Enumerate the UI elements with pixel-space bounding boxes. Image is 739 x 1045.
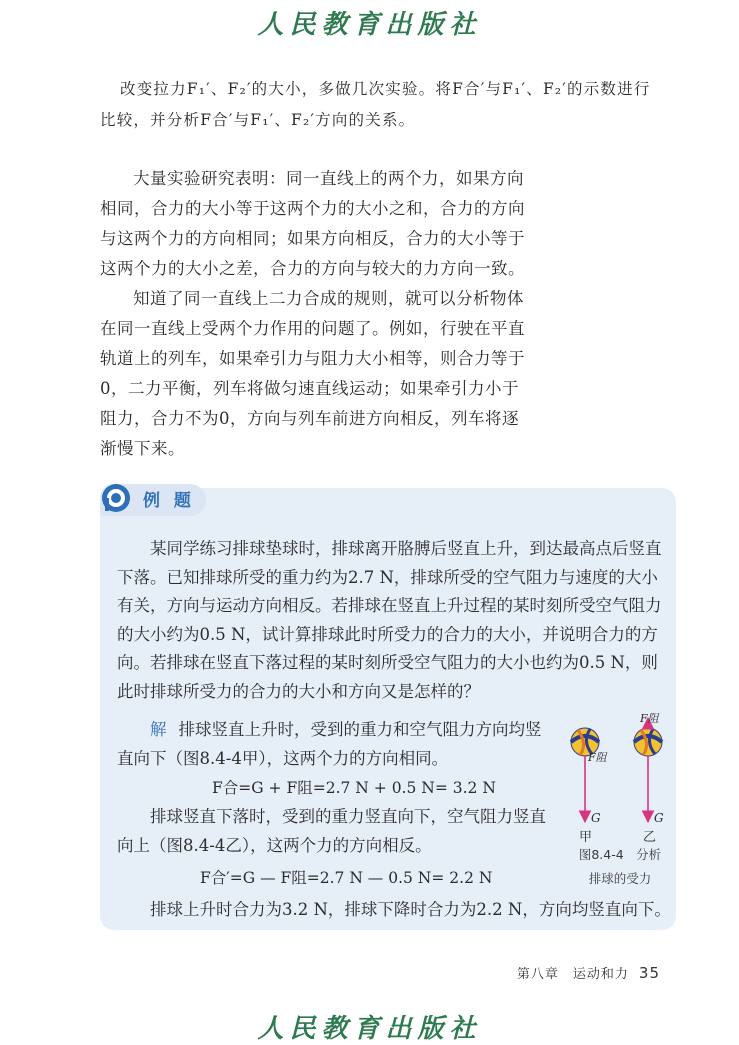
intro-line-1: 改变拉力F₁′、F₂′的大小，多做几次实验。将F合′与F₁′、F₂′的示数进行: [120, 80, 651, 98]
publisher-watermark-bottom: 人民教育出版社: [257, 1014, 482, 1044]
equation-falling: F合′=G — F阻=2.7 N — 0.5 N= 2.2 N: [200, 869, 493, 887]
volleyball-falling: [634, 728, 662, 756]
figure-caption-line-1: 图8.4-4 分析: [578, 847, 662, 862]
paragraph-application: 知道了同一直线上二力合成的规则，就可以分析物体在同一直线上受两个力作用的问题了。例如，行驶在平直轨道上的列车，如果牵引力与阻力大小相等，则合力等于0，二力平衡，列车将做匀速直线运动；如果牵引力小于阻力，合力不为0，方向与列车前进方向相反，列车将逐渐慢下来。: [100, 289, 525, 458]
solution-text-1: 排球竖直上升时，受到的重力和空气阻力方向均竖直向下（图8.4-4甲），这两个力的方向相同。: [117, 720, 542, 768]
equation-rising: F合=G + F阻=2.7 N + 0.5 N= 3.2 N: [212, 779, 496, 797]
figure-caption-line-2: 排球的受力: [588, 871, 652, 886]
label-yi: 乙: [643, 830, 657, 845]
label-g-jia: G: [591, 811, 601, 825]
intro-line-2: 比较，并分析F合′与F₁′、F₂′方向的关系。: [100, 111, 416, 129]
example-title: 例 题: [143, 491, 195, 511]
label-f-resist-jia: F阻: [588, 751, 607, 764]
solution-label: 解: [150, 720, 167, 739]
page-footer: [517, 963, 660, 982]
figure-caption: [560, 843, 680, 891]
label-jia: 甲: [579, 830, 593, 845]
solution-paragraph-1: [117, 716, 557, 773]
solution-paragraph-2: 排球竖直下落时，受到的重力竖直向下，空气阻力竖直向上（图8.4-4乙），这两个力的方向相反。: [117, 807, 546, 855]
label-f-resist-yi: F阻: [640, 712, 659, 725]
publisher-watermark-top: 人民教育出版社: [257, 10, 482, 40]
example-question: 某同学练习排球垫球时，排球离开胳膊后竖直上升，到达最高点后竖直下落。已知排球所受的重力约为2.7 N，排球所受的空气阻力与速度的大小有关，方向与运动方向相反。若排球在竖直上升过程的某时刻所受空气阻力的大小约为0.5 N，试计算排球此时所受力的合力的大小，并说明合力的方向。若排球在竖直下落过程的某时刻所受空气阻力的大小也约为0.5 N，则此时排球所受力的合力的大小和方向又是怎样的？: [117, 539, 662, 701]
paragraph-conclusion: 大量实验研究表明：同一直线上的两个力，如果方向相同，合力的大小等于这两个力的大小之和，合力的方向与这两个力的方向相同；如果方向相反，合力的大小等于这两个力的大小之差，合力的方向与较大的力方向一致。: [100, 169, 525, 278]
page-number: 35: [638, 964, 660, 982]
solution-conclusion: 排球上升时合力为3.2 N，排球下降时合力为2.2 N，方向均竖直向下。: [150, 900, 671, 919]
label-g-yi: G: [654, 811, 664, 825]
example-icon: [101, 483, 131, 513]
chapter-title: 第八章 运动和力: [516, 967, 629, 982]
